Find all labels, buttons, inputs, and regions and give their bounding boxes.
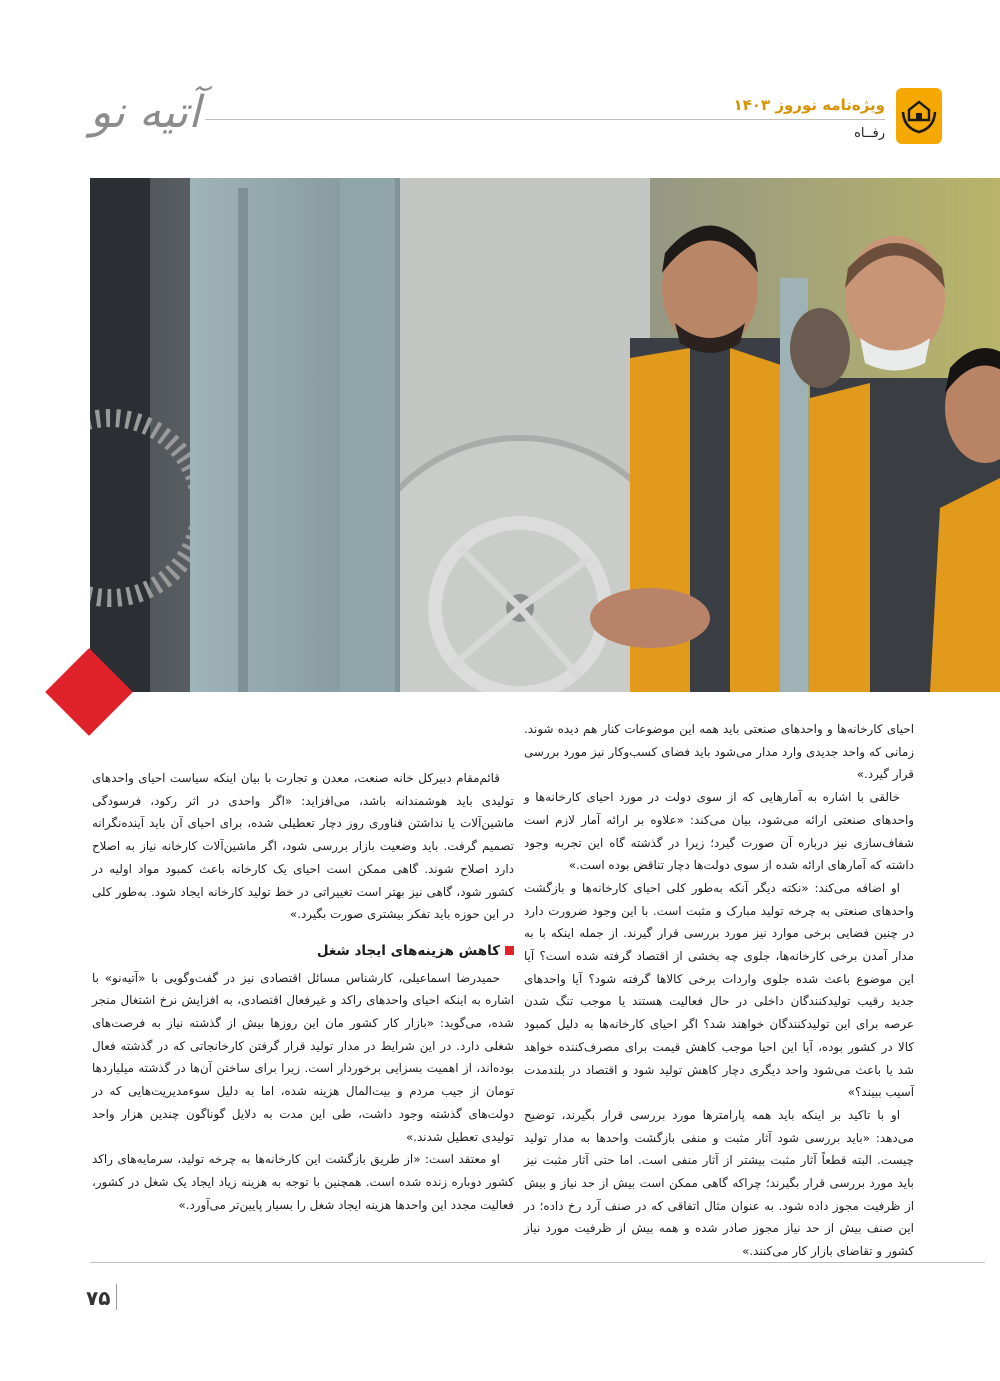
- header-divider: [205, 119, 885, 120]
- page-number-separator: [116, 1284, 117, 1310]
- page-number: ۷۵: [86, 1286, 111, 1310]
- paragraph: حمیدرضا اسماعیلی، کارشناس مسائل اقتصادی نیز در گفت‌وگویی با «آتیه‌نو» با اشاره به اینکه احیای واحدهای راکد و غیرفعال اقتصادی، به افزایش نرخ اشتغال منجر شده، می‌گوید: «بازار کار کشور مان این روزها بیش از گذشته نیاز به فرصت‌های شغلی دارد. در این شرایط در مدار تولید قرار گرفتن کارخانجاتی که در گذشته فعال بوده‌اند، از اهمیت بسزایی برخوردار است. زیرا برای ساختن آن‌ها در گذشته میلیاردها تومان از جیب مردم و بیت‌المال هزینه شده، اما به دلیل سوءمدیریت‌هایی که در دولت‌های گذشته وجود داشت، طی این مدت به دلایل گوناگون چندین هزار واحد تولیدی تعطیل شدند.»: [92, 970, 514, 1144]
- paragraph: او معتقد است: «از طریق بازگشت این کارخانه‌ها به چرخه تولید، سرمایه‌های راکد کشور دوباره زنده شده است. همچنین با توجه به هزینه زیاد ایجاد یک شغل در کشور، فعالیت مجدد این واحدها هزینه ایجاد شغل را بسیار پایین‌تر می‌آورد.»: [92, 1152, 514, 1212]
- masthead-logo: آتیه نو: [90, 87, 201, 138]
- red-square-icon: [505, 946, 514, 955]
- article-column-right: [524, 718, 914, 1263]
- hands-house-icon: [896, 88, 942, 144]
- article-column-left: [92, 767, 514, 1216]
- paragraph: قائم‌مقام دبیرکل خانه صنعت، معدن و تجارت با بیان اینکه سیاست احیای واحدهای تولیدی باید هوشمندانه باشد، می‌افزاید: «اگر واحدی در اثر رکود، فرسودگی ماشین‌آلات یا نداشتن فناوری روز دچار تعطیلی شده، برای احیای آن باید آینده‌نگرانه تصمیم گرفت. باید وضعیت بازار بررسی شود، اگر ماشین‌آلات کارخانه نیاز به اصلاح دارد اصلاح شوند. گاهی ممکن است احیای یک کارخانه باعث کمبود مواد اولیه در کشور شود، گاهی نیز بهتر است تغییراتی در خط تولید کارخانه ایجاد شود. به‌طور کلی در این حوزه باید تفکر بیشتری صورت بگیرد.»: [92, 771, 514, 922]
- paragraph: او اضافه می‌کند: «نکته دیگر آنکه به‌طور کلی احیای کارخانه‌ها و بازگشت واحدهای صنعتی به چرخه تولید مبارک و مثبت است. با این وجود ضرورت دارد در چنین فضایی برخی موارد نیز مورد بررسی قرار گیرند. از جمله اینکه با به مدار آمدن برخی کارخانه‌ها، جلوی چه بخشی از اقتصاد گرفته شده است؟ آیا این موضوع باعث شده جلوی واردات برخی کالاها گرفته شود؟ آیا واحدهای جدید رقیب تولیدکنندگان داخلی در حال فعالیت هستند یا موجب تنگ شدن عرصه برای این تولیدکنندگان خواهند شد؟ اگر احیای کارخانه‌ها به دلیل کمبود کالا در کشور بوده، آیا این احیا موجب کاهش قیمت برای مصرف‌کننده خواهد شد یا باعث می‌شود واحد دیگری دچار کاهش تولید شود و اقتصاد در بلندمدت آسیب ببیند؟»: [524, 880, 914, 1100]
- footer-divider: [90, 1262, 985, 1263]
- subheading: کاهش هزینه‌های ایجاد شغل: [92, 940, 514, 963]
- factory-workers-photo: [90, 178, 1000, 692]
- section-label: رفــاه: [854, 126, 885, 141]
- paragraph: احیای کارخانه‌ها و واحدهای صنعتی باید همه این موضوعات کنار هم دیده شوند. زمانی که واحد جدیدی وارد مدار می‌شود باید فضای کسب‌وکار نیز مورد بررسی قرار گیرد.»: [524, 722, 914, 782]
- special-issue-title: ویژه‌نامه نوروز ۱۴۰۳: [733, 96, 885, 114]
- paragraph: خالقی با اشاره به آمارهایی که از سوی دولت در مورد احیای کارخانه‌ها و واحدهای صنعتی ارائه می‌شود، بیان می‌کند: «علاوه بر ارائه آمار لازم است شفاف‌سازی نیز درباره آن صورت گیرد؛ زیرا در گذشته گاه این تجربه وجود داشته که آمارهای ارائه شده از سوی دولت‌ها دچار تناقض بوده است.»: [524, 790, 914, 873]
- paragraph: او با تاکید بر اینکه باید همه پارامترها مورد بررسی قرار بگیرند، توضیح می‌دهد: «باید بررسی شود آثار مثبت و منفی بازگشت واحدها به مدار تولید چیست. البته قطعاً آثار مثبت بیشتر از آثار منفی است. اما حتی آثار مثبت نیز باید مورد بررسی قرار بگیرند؛ چراکه گاهی ممکن است بیش از حد نیاز و بیش از ظرفیت مجوز داده شود. به عنوان مثال اتفاقی که در صنف آرد رخ داده؛ در این صنف بیش از حد نیاز مجوز صادر شده و همه بیش از ظرفیت مورد نیاز کشور و تقاضای بازار کار می‌کنند.»: [524, 1107, 914, 1259]
